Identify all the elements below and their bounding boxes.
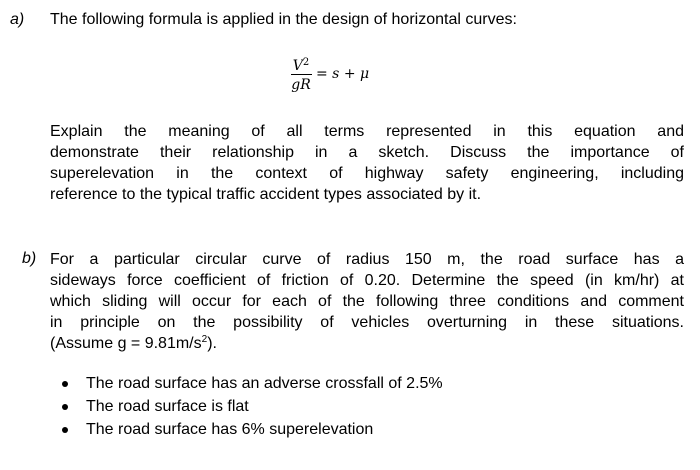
assumption-suffix: ).	[207, 335, 217, 352]
formula-numerator-exponent: 2	[302, 57, 310, 68]
assumption-exponent: 2	[201, 334, 208, 345]
part-b-line: sideways force coefficient of friction of 0.20. Determine the speed (in km/hr) at	[50, 272, 684, 289]
list-item	[60, 395, 443, 418]
part-a-line: Explain the meaning of all terms represented in this equation and	[50, 123, 684, 140]
list-item	[60, 418, 443, 441]
part-b-line: For a particular circular curve of radius 150 m, the road surface has a	[50, 251, 684, 268]
assumption-text: (Assume g = 9.81m/s	[50, 335, 202, 352]
part-b-line: in principle on the possibility of vehicles overturning in these situations.	[50, 314, 684, 331]
list-item-text: The road surface is flat	[86, 398, 249, 415]
part-b-assumption	[50, 333, 684, 354]
part-a-intro: The following formula is applied in the design of horizontal curves:	[50, 11, 517, 28]
bullet-icon	[62, 427, 68, 433]
formula-numerator	[289, 54, 313, 75]
list-item	[60, 372, 443, 395]
part-a-label: a)	[10, 11, 25, 28]
part-b-label: b)	[22, 250, 37, 267]
list-item-text: The road surface has an adverse crossfall of 2.5%	[86, 375, 443, 392]
formula-numerator-symbol: V	[292, 58, 303, 74]
bullet-icon	[62, 381, 68, 387]
part-a-line: demonstrate their relationship in a sketch. Discuss the importance of	[50, 144, 684, 161]
curve-formula	[289, 54, 409, 106]
formula-right-hand-side: = s + μ	[316, 66, 370, 82]
conditions-list	[60, 372, 443, 441]
formula-denominator: gR	[291, 77, 311, 93]
part-a-line: superelevation in the context of highway safety engineering, including	[50, 165, 684, 182]
fraction-bar	[291, 74, 312, 75]
list-item-text: The road surface has 6% superelevation	[86, 421, 374, 438]
part-a-instructions	[50, 121, 684, 205]
part-b-line: which sliding will occur for each of the following three conditions and comment	[50, 293, 684, 310]
part-a-line: reference to the typical traffic accident types associated by it.	[50, 186, 482, 203]
bullet-icon	[62, 404, 68, 410]
part-b-instructions	[50, 249, 684, 354]
